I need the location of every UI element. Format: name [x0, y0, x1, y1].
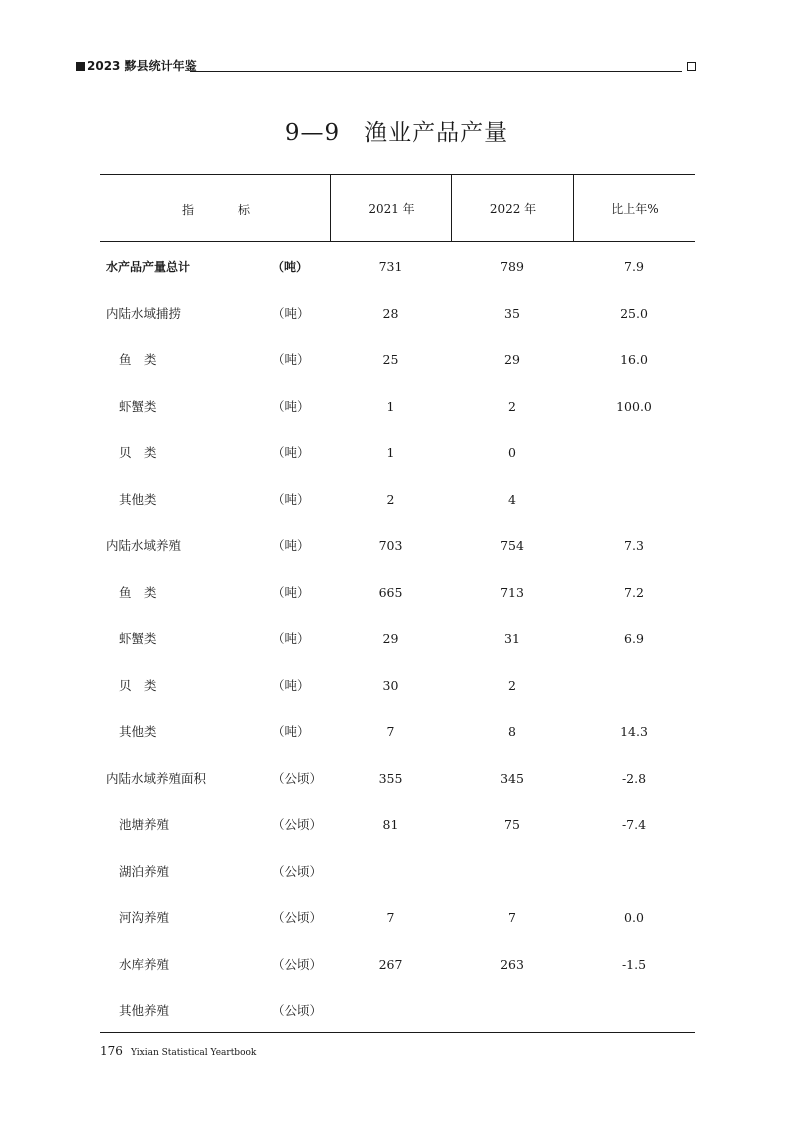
row-name: 内陆水域养殖 [106, 538, 182, 553]
row-unit: （公顷） [272, 956, 323, 972]
table-row [100, 707, 695, 754]
row-unit: （公顷） [272, 817, 323, 832]
row-name: 其他养殖 [119, 1003, 170, 1018]
row-change: -2.8 [621, 770, 647, 786]
table-row [100, 614, 695, 661]
column-header-indicator-part1: 指 [182, 203, 195, 217]
page-footer [100, 1040, 256, 1059]
row-value-2022: 0 [508, 445, 516, 460]
row-value-2021: 703 [378, 538, 403, 553]
row-change: 7.3 [624, 538, 644, 553]
row-change: -7.4 [621, 817, 647, 832]
row-change: 14.3 [620, 724, 648, 739]
row-value-2021: 7 [386, 910, 395, 925]
table-row [100, 289, 695, 336]
table-row [100, 940, 695, 987]
table-bottom-rule [100, 1032, 695, 1033]
row-unit: （吨） [272, 305, 310, 321]
row-value-2021: 1 [386, 445, 395, 460]
row-value-2022: 31 [504, 631, 520, 646]
table-row [100, 475, 695, 522]
row-value-2022: 713 [500, 584, 524, 600]
table-row [100, 754, 695, 801]
table-body [100, 242, 695, 1033]
row-value-2022: 2 [508, 677, 516, 693]
table-row [100, 893, 695, 940]
row-change: 6.9 [624, 631, 644, 646]
row-name: 虾蟹类 [119, 398, 157, 414]
header-box-mark [687, 62, 696, 71]
table-row [100, 521, 695, 568]
row-name: 水库养殖 [119, 956, 170, 972]
row-unit: （公顷） [272, 863, 323, 879]
row-value-2021: 30 [382, 677, 399, 693]
row-name: 鱼 类 [119, 584, 157, 600]
row-value-2022: 345 [500, 770, 524, 786]
row-value-2021: 29 [382, 631, 399, 646]
row-unit: （吨） [272, 445, 310, 460]
row-unit: （吨） [272, 677, 310, 693]
row-name: 贝 类 [119, 677, 157, 693]
column-header-indicator-part2: 标 [238, 203, 251, 217]
row-value-2022: 8 [508, 724, 516, 739]
table-row [100, 800, 695, 847]
row-value-2022: 35 [504, 305, 520, 321]
row-change: 25.0 [620, 305, 648, 321]
row-change: 16.0 [620, 352, 648, 367]
row-value-2021: 28 [382, 305, 399, 321]
row-unit: （吨） [272, 352, 310, 367]
row-unit: （吨） [272, 584, 310, 600]
header-title: 2023 黟县统计年鉴 [87, 59, 197, 73]
column-header-indicator [100, 175, 330, 241]
row-value-2022: 754 [500, 538, 524, 553]
row-name: 水产品产量总计 [106, 260, 191, 274]
table-row [100, 428, 695, 475]
row-name: 虾蟹类 [119, 631, 157, 646]
row-unit: （公顷） [272, 770, 323, 786]
row-name: 河沟养殖 [119, 910, 170, 925]
row-value-2022: 29 [504, 352, 520, 367]
column-header-2022: 2022 年 [451, 175, 574, 241]
row-value-2022: 4 [508, 491, 516, 507]
row-name: 内陆水域养殖面积 [106, 770, 207, 786]
table-header [100, 174, 695, 242]
row-value-2021: 2 [386, 491, 395, 507]
row-value-2021: 267 [378, 956, 403, 972]
row-unit: （公顷） [272, 910, 323, 925]
row-value-2021: 355 [378, 770, 403, 786]
row-change: 100.0 [616, 398, 652, 414]
row-value-2022: 75 [504, 817, 520, 832]
table-row [100, 986, 695, 1033]
row-value-2021: 665 [378, 584, 403, 600]
row-unit: （吨） [272, 724, 310, 739]
row-unit: （公顷） [272, 1003, 323, 1018]
page-title: 9—9 渔业产品产量 [284, 120, 509, 146]
row-value-2021: 1 [386, 398, 395, 414]
row-value-2021: 7 [386, 724, 395, 739]
table-row [100, 661, 695, 708]
row-unit: （吨） [272, 398, 310, 414]
table-row [100, 242, 695, 289]
row-name: 湖泊养殖 [119, 863, 170, 879]
table-row [100, 382, 695, 429]
row-value-2022: 789 [500, 259, 524, 274]
running-header [76, 58, 696, 74]
row-name: 内陆水域捕捞 [106, 305, 182, 321]
row-value-2022: 7 [508, 910, 516, 925]
row-name: 鱼 类 [119, 352, 157, 367]
table-row [100, 568, 695, 615]
row-value-2021: 731 [378, 259, 403, 274]
footer-book-title: Yixian Statistical Yeartbook [131, 1048, 257, 1058]
row-name: 池塘养殖 [119, 817, 170, 832]
row-change: 0.0 [624, 910, 644, 925]
row-unit: （吨） [272, 631, 310, 646]
row-change: 7.2 [624, 584, 644, 600]
row-value-2022: 2 [508, 398, 516, 414]
row-name: 其他类 [119, 724, 157, 739]
header-rule [190, 71, 682, 72]
row-name: 其他类 [119, 491, 157, 507]
page-number: 176 [100, 1044, 123, 1058]
header-square-mark [76, 62, 85, 71]
row-value-2022: 263 [500, 956, 524, 972]
row-value-2021: 81 [382, 817, 399, 832]
row-value-2021: 25 [382, 352, 399, 367]
table-row [100, 847, 695, 894]
table-row [100, 335, 695, 382]
row-name: 贝 类 [119, 445, 157, 460]
row-unit: （吨） [272, 491, 310, 507]
column-header-change: 比上年% [573, 175, 696, 241]
row-unit: （吨） [272, 260, 309, 274]
column-header-2021: 2021 年 [330, 175, 452, 241]
row-change: -1.5 [621, 956, 647, 972]
row-unit: （吨） [272, 538, 310, 553]
row-change: 7.9 [624, 259, 644, 274]
